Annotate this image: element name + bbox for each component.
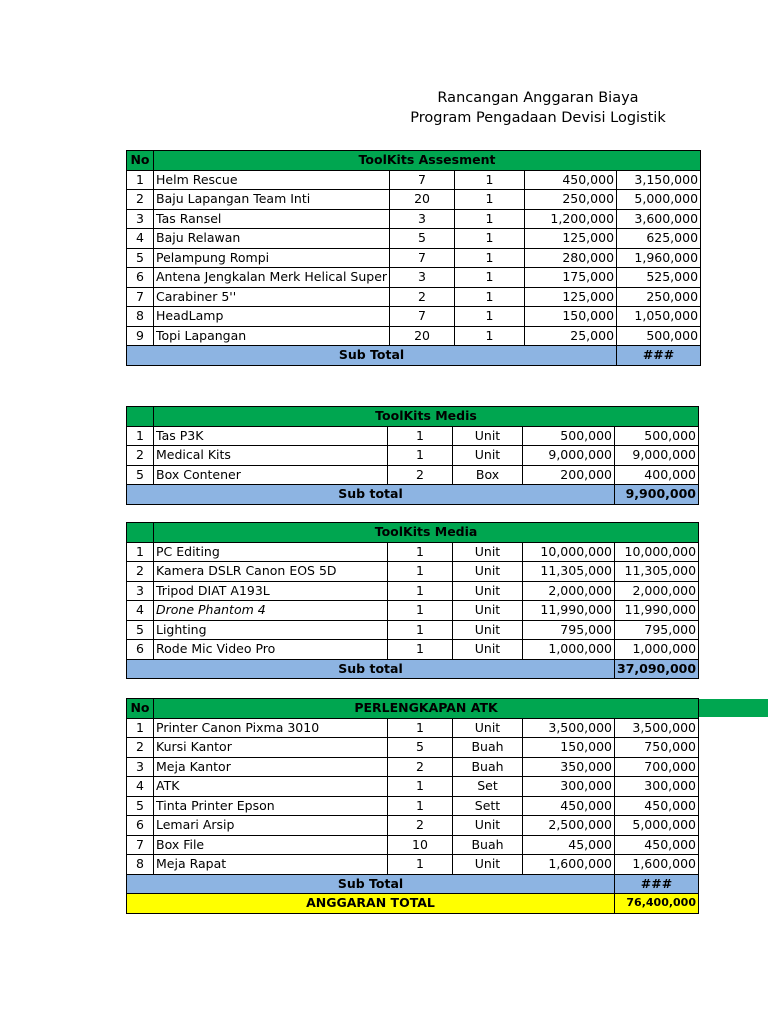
cell-no: 7: [127, 287, 154, 307]
cell-name: Lemari Arsip: [154, 816, 388, 836]
cell-unit: 1: [455, 268, 525, 288]
cell-price: 175,000: [525, 268, 617, 288]
cell-name: Baju Lapangan Team Inti: [154, 190, 390, 210]
header-title: PERLENGKAPAN ATK: [154, 699, 699, 719]
cell-name: Kamera DSLR Canon EOS 5D: [154, 562, 388, 582]
cell-no: 2: [127, 562, 154, 582]
cell-total: 1,600,000: [615, 855, 699, 875]
header-title: ToolKits Assesment: [154, 151, 701, 171]
cell-qty: 1: [388, 542, 453, 562]
cell-total: 5,000,000: [617, 190, 701, 210]
cell-total: 3,150,000: [617, 170, 701, 190]
cell-price: 2,500,000: [523, 816, 615, 836]
cell-qty: 1: [388, 446, 453, 466]
cell-qty: 20: [390, 190, 455, 210]
subtotal-label: Sub Total: [127, 346, 617, 366]
cell-total: 250,000: [617, 287, 701, 307]
cell-qty: 1: [388, 620, 453, 640]
cell-price: 250,000: [525, 190, 617, 210]
cell-no: 4: [127, 777, 154, 797]
cell-total: 700,000: [615, 757, 699, 777]
cell-qty: 3: [390, 209, 455, 229]
cell-qty: 1: [388, 601, 453, 621]
table-row: [127, 640, 699, 660]
cell-name: Helm Rescue: [154, 170, 390, 190]
cell-unit: Unit: [453, 542, 523, 562]
cell-no: 3: [127, 581, 154, 601]
cell-unit: Buah: [453, 738, 523, 758]
cell-price: 125,000: [525, 229, 617, 249]
cell-unit: Unit: [453, 816, 523, 836]
table-row: [127, 581, 699, 601]
cell-unit: 1: [455, 307, 525, 327]
cell-unit: 1: [455, 248, 525, 268]
table-header-row: [127, 151, 701, 171]
cell-no: 3: [127, 757, 154, 777]
cell-name: Drone Phantom 4: [154, 601, 388, 621]
table-row: [127, 738, 699, 758]
document-title: Rancangan Anggaran Biaya: [437, 90, 639, 106]
cell-name: Meja Kantor: [154, 757, 388, 777]
cell-unit: 1: [455, 287, 525, 307]
cell-price: 300,000: [523, 777, 615, 797]
cell-price: 500,000: [523, 426, 615, 446]
cell-unit: Unit: [453, 855, 523, 875]
cell-unit: Unit: [453, 718, 523, 738]
cell-no: 1: [127, 426, 154, 446]
cell-unit: 1: [455, 326, 525, 346]
cell-unit: Unit: [453, 620, 523, 640]
header-no: [127, 523, 154, 543]
header-no: [127, 407, 154, 427]
subtotal-row: [127, 659, 699, 679]
cell-no: 7: [127, 835, 154, 855]
cell-total: 1,000,000: [615, 640, 699, 660]
cell-price: 450,000: [525, 170, 617, 190]
cell-price: 150,000: [523, 738, 615, 758]
cell-qty: 1: [388, 855, 453, 875]
cell-name: Topi Lapangan: [154, 326, 390, 346]
cell-total: 9,000,000: [615, 446, 699, 466]
table-row: [127, 248, 701, 268]
table-row: [127, 287, 701, 307]
subtotal-label: Sub total: [127, 485, 615, 505]
cell-qty: 2: [388, 757, 453, 777]
table-row: [127, 209, 701, 229]
table-row: [127, 855, 699, 875]
cell-price: 125,000: [525, 287, 617, 307]
cell-qty: 3: [390, 268, 455, 288]
cell-unit: Unit: [453, 446, 523, 466]
header-title: ToolKits Medis: [154, 407, 699, 427]
cell-total: 3,600,000: [617, 209, 701, 229]
cell-total: 450,000: [615, 796, 699, 816]
cell-name: Medical Kits: [154, 446, 388, 466]
cell-no: 1: [127, 170, 154, 190]
table-row: [127, 777, 699, 797]
cell-no: 9: [127, 326, 154, 346]
cell-no: 4: [127, 229, 154, 249]
cell-total: 500,000: [615, 426, 699, 446]
cell-qty: 7: [390, 248, 455, 268]
cell-unit: Unit: [453, 640, 523, 660]
cell-name: Box File: [154, 835, 388, 855]
cell-no: 6: [127, 816, 154, 836]
table-row: [127, 816, 699, 836]
cell-unit: 1: [455, 209, 525, 229]
cell-total: 750,000: [615, 738, 699, 758]
table-row: [127, 835, 699, 855]
cell-qty: 2: [388, 816, 453, 836]
cell-no: 4: [127, 601, 154, 621]
cell-name: Pelampung Rompi: [154, 248, 390, 268]
cell-qty: 7: [390, 307, 455, 327]
cell-total: 450,000: [615, 835, 699, 855]
cell-total: 2,000,000: [615, 581, 699, 601]
subtotal-label: Sub total: [127, 659, 615, 679]
cell-name: Tas P3K: [154, 426, 388, 446]
table-row: [127, 426, 699, 446]
cell-no: 6: [127, 640, 154, 660]
cell-total: 400,000: [615, 465, 699, 485]
table-row: [127, 757, 699, 777]
cell-name: Tripod DIAT A193L: [154, 581, 388, 601]
cell-no: 3: [127, 209, 154, 229]
subtotal-row: [127, 485, 699, 505]
cell-price: 45,000: [523, 835, 615, 855]
cell-price: 1,000,000: [523, 640, 615, 660]
cell-name: Tas Ransel: [154, 209, 390, 229]
subtotal-value: ###: [617, 346, 701, 366]
cell-price: 11,990,000: [523, 601, 615, 621]
subtotal-value: 37,090,000: [615, 659, 699, 679]
cell-total: 10,000,000: [615, 542, 699, 562]
cell-unit: Unit: [453, 562, 523, 582]
table-toolkits-media: [126, 522, 699, 679]
cell-unit: Set: [453, 777, 523, 797]
cell-qty: 1: [388, 796, 453, 816]
cell-total: 300,000: [615, 777, 699, 797]
cell-name: Lighting: [154, 620, 388, 640]
cell-no: 2: [127, 190, 154, 210]
cell-no: 8: [127, 855, 154, 875]
cell-no: 1: [127, 542, 154, 562]
subtotal-value: 9,900,000: [615, 485, 699, 505]
cell-qty: 20: [390, 326, 455, 346]
cell-no: 6: [127, 268, 154, 288]
cell-qty: 2: [390, 287, 455, 307]
cell-no: 5: [127, 465, 154, 485]
grand-total-row: [127, 894, 699, 914]
cell-price: 200,000: [523, 465, 615, 485]
cell-name: Tinta Printer Epson: [154, 796, 388, 816]
header-title: ToolKits Media: [154, 523, 699, 543]
document-subtitle: Program Pengadaan Devisi Logistik: [410, 110, 666, 126]
cell-price: 450,000: [523, 796, 615, 816]
cell-name: ATK: [154, 777, 388, 797]
cell-unit: Unit: [453, 601, 523, 621]
cell-name: Printer Canon Pixma 3010: [154, 718, 388, 738]
table-row: [127, 562, 699, 582]
cell-total: 1,960,000: [617, 248, 701, 268]
subtotal-row: [127, 874, 699, 894]
subtotal-label: Sub Total: [127, 874, 615, 894]
cell-unit: Buah: [453, 835, 523, 855]
header-no: No: [127, 151, 154, 171]
cell-no: 2: [127, 446, 154, 466]
cell-name: Baju Relawan: [154, 229, 390, 249]
cell-total: 11,990,000: [615, 601, 699, 621]
table-toolkits-assesment: [126, 150, 701, 366]
cell-no: 5: [127, 248, 154, 268]
table-row: [127, 796, 699, 816]
table-row: [127, 620, 699, 640]
table-header-row: [127, 699, 699, 719]
cell-qty: 1: [388, 777, 453, 797]
cell-qty: 1: [388, 562, 453, 582]
cell-total: 5,000,000: [615, 816, 699, 836]
cell-total: 525,000: [617, 268, 701, 288]
cell-name: Kursi Kantor: [154, 738, 388, 758]
cell-unit: 1: [455, 170, 525, 190]
table-row: [127, 229, 701, 249]
cell-qty: 1: [388, 426, 453, 446]
table-row: [127, 718, 699, 738]
cell-name: Box Contener: [154, 465, 388, 485]
cell-unit: 1: [455, 229, 525, 249]
cell-name: PC Editing: [154, 542, 388, 562]
cell-total: 11,305,000: [615, 562, 699, 582]
cell-total: 625,000: [617, 229, 701, 249]
cell-qty: 10: [388, 835, 453, 855]
cell-no: 8: [127, 307, 154, 327]
cell-unit: Unit: [453, 426, 523, 446]
table-row: [127, 326, 701, 346]
cell-qty: 7: [390, 170, 455, 190]
table-row: [127, 170, 701, 190]
cell-name: Meja Rapat: [154, 855, 388, 875]
cell-total: 1,050,000: [617, 307, 701, 327]
cell-price: 3,500,000: [523, 718, 615, 738]
table-row: [127, 190, 701, 210]
cell-price: 2,000,000: [523, 581, 615, 601]
cell-qty: 5: [390, 229, 455, 249]
cell-total: 3,500,000: [615, 718, 699, 738]
green-fill-extension: [697, 699, 768, 717]
subtotal-row: [127, 346, 701, 366]
cell-name: HeadLamp: [154, 307, 390, 327]
table-row: [127, 268, 701, 288]
cell-price: 280,000: [525, 248, 617, 268]
cell-price: 10,000,000: [523, 542, 615, 562]
cell-qty: 1: [388, 718, 453, 738]
cell-name: Carabiner 5'': [154, 287, 390, 307]
cell-price: 25,000: [525, 326, 617, 346]
cell-no: 5: [127, 620, 154, 640]
table-row: [127, 446, 699, 466]
cell-qty: 1: [388, 640, 453, 660]
cell-qty: 5: [388, 738, 453, 758]
cell-total: 500,000: [617, 326, 701, 346]
header-no: No: [127, 699, 154, 719]
cell-unit: 1: [455, 190, 525, 210]
cell-price: 350,000: [523, 757, 615, 777]
table-header-row: [127, 407, 699, 427]
cell-price: 1,200,000: [525, 209, 617, 229]
cell-unit: Box: [453, 465, 523, 485]
cell-price: 1,600,000: [523, 855, 615, 875]
grand-total-value: 76,400,000: [615, 894, 699, 914]
cell-total: 795,000: [615, 620, 699, 640]
cell-name: Rode Mic Video Pro: [154, 640, 388, 660]
grand-total-label: ANGGARAN TOTAL: [127, 894, 615, 914]
cell-unit: Buah: [453, 757, 523, 777]
cell-price: 9,000,000: [523, 446, 615, 466]
table-row: [127, 601, 699, 621]
cell-qty: 1: [388, 581, 453, 601]
cell-no: 5: [127, 796, 154, 816]
cell-name: Antena Jengkalan Merk Helical Super: [154, 268, 390, 288]
table-header-row: [127, 523, 699, 543]
table-row: [127, 307, 701, 327]
cell-qty: 2: [388, 465, 453, 485]
cell-unit: Sett: [453, 796, 523, 816]
cell-price: 795,000: [523, 620, 615, 640]
subtotal-value: ###: [615, 874, 699, 894]
table-toolkits-medis: [126, 406, 699, 505]
table-row: [127, 465, 699, 485]
table-row: [127, 542, 699, 562]
cell-price: 11,305,000: [523, 562, 615, 582]
cell-no: 1: [127, 718, 154, 738]
cell-unit: Unit: [453, 581, 523, 601]
table-perlengkapan-atk: [126, 698, 699, 914]
cell-price: 150,000: [525, 307, 617, 327]
cell-no: 2: [127, 738, 154, 758]
